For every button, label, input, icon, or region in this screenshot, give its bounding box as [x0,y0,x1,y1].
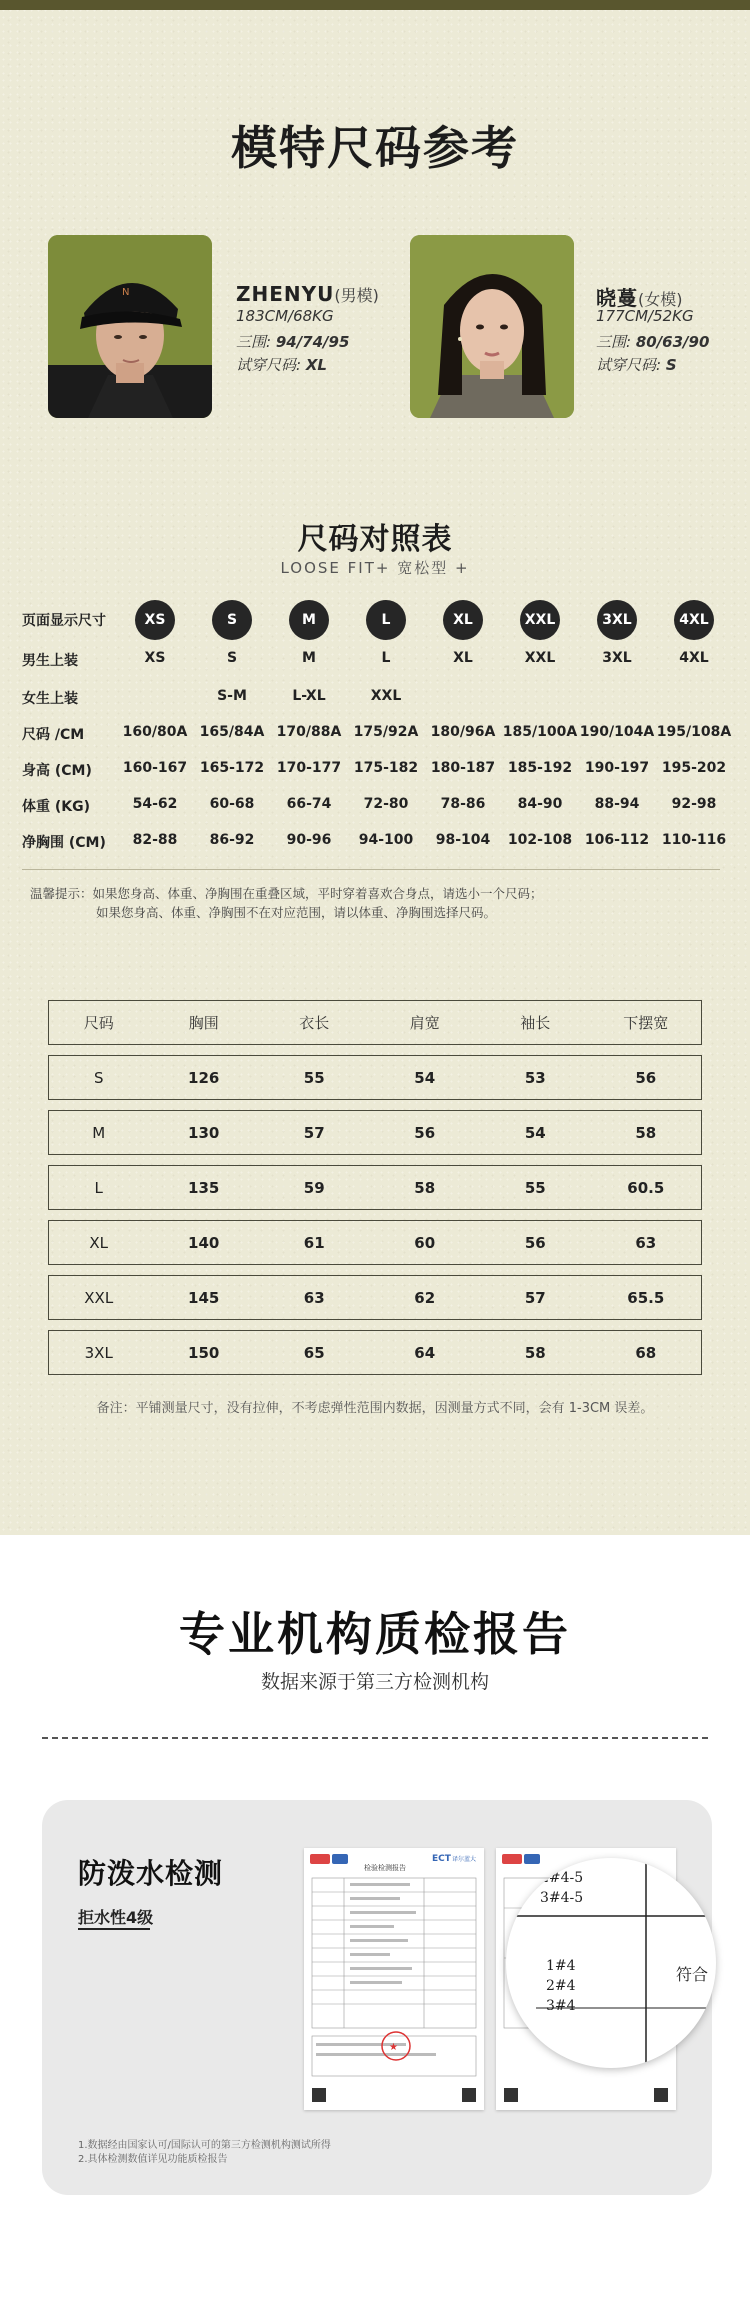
zoom-line-1: 2#4-5 [540,1870,584,1886]
measurement-cell: 140 [188,1233,220,1252]
female-model-measurements [596,331,709,352]
size-cell: 190/104A [579,724,655,740]
quality-section-subtitle: 数据来源于第三方检测机构 [260,1671,489,1693]
size-cell: 98-104 [435,832,491,848]
size-cell: 82-88 [132,832,178,848]
measurement-row [48,1055,702,1100]
male-model-name [236,282,379,306]
size-chart-subtitle: LOOSE FIT+ 宽松型 + [280,559,470,577]
model-section-title: 模特尺码参考 [231,121,519,175]
measurement-cell: 63 [303,1288,325,1307]
measurement-cell: 60 [414,1233,436,1252]
test-report-document-1 [304,1848,484,2110]
measurement-cell: 58 [524,1343,546,1362]
size-circle: S [212,600,252,640]
size-cell: 84-90 [517,796,563,812]
size-cell: 3XL [602,650,632,666]
size-cell: 180/96A [430,724,496,740]
zoom-line-5: 3#4 [546,1998,576,2014]
size-row-label: 净胸围 (CM) [22,835,106,851]
measurement-header-cell: 胸围 [188,1014,219,1032]
size-cell: 60-68 [209,796,255,812]
measurement-cell: 150 [188,1343,220,1362]
measurement-cell: 59 [303,1178,325,1197]
size-cell: 4XL [679,650,709,666]
measure-value: 94/74/95 [275,333,350,351]
measurement-cell: XXL [84,1288,114,1307]
size-cell: 180-187 [430,760,496,776]
measurement-cell: 126 [188,1068,220,1087]
measurement-row [48,1330,702,1375]
female-model-try-size [596,354,677,375]
male-model-height-weight: 183CM/68KG [236,307,334,325]
size-cell: 110-116 [661,832,727,848]
zoom-line-4: 2#4 [546,1978,576,1994]
male-model-measurements [236,331,349,352]
card-footnote-2: 2.具体检测数值详见功能质检报告 [78,2154,228,2165]
size-cell: M [302,650,316,666]
size-circle: L [366,600,406,640]
measurement-cell: 130 [188,1123,220,1142]
measurement-row [48,1275,702,1320]
measurement-cell: 58 [635,1123,657,1142]
model-name-text: ZHENYU [236,282,335,306]
measurement-cell: S [93,1068,104,1087]
doc-brand-sub: 译尔蓝大 [452,1856,477,1863]
quality-section-title: 专业机构质检报告 [179,1607,571,1661]
zoom-line-2: 3#4-5 [540,1890,584,1906]
dashed-divider [42,1737,708,1739]
female-model-photo [410,235,574,418]
size-circle: M [289,600,329,640]
male-model-try-size [236,354,327,375]
doc-header-text: 检验检测报告 [364,1864,406,1872]
tip-divider [22,869,720,870]
size-row-label: 身高 (CM) [22,763,92,779]
measurement-cell: 145 [188,1288,220,1307]
measurement-note: 备注：平铺测量尺寸，没有拉伸，不考虑弹性范围内数据，因测量方式不同，会有 1-3CM 误差。 [96,1401,654,1416]
measurement-cell: 62 [414,1288,436,1307]
size-cell: 165/84A [199,724,265,740]
measurement-cell: 53 [524,1068,546,1087]
measurement-header-cell: 衣长 [299,1014,330,1032]
svg-text:★: ★ [389,2042,398,2053]
size-cell: 66-74 [286,796,332,812]
size-cell: 160-167 [122,760,188,776]
size-cell: 102-108 [507,832,573,848]
measurement-cell: 56 [414,1123,436,1142]
size-cell: 54-62 [132,796,178,812]
zoom-line-3: 1#4 [546,1958,576,1974]
measurement-cell: 61 [303,1233,325,1252]
size-circle: 4XL [674,600,714,640]
size-cell: 170/88A [276,724,342,740]
measurement-cell: XL [89,1233,109,1252]
size-cell: 175/92A [353,724,419,740]
size-cell: L [381,650,391,666]
try-size-label: 试穿尺码: [596,356,666,374]
card-badge-underline [78,1928,150,1930]
try-size-value: XL [305,356,327,374]
measurement-cell: 54 [414,1068,436,1087]
zoom-magnifier [506,1858,716,2068]
measurement-cell: 56 [524,1233,546,1252]
size-circle: XXL [520,600,560,640]
model-name-text: 晓蔓 [596,286,638,310]
size-row-label: 体重 (KG) [22,799,91,815]
size-cell: XL [453,650,473,666]
measurement-cell: M [92,1123,106,1142]
size-cell: S-M [217,688,247,704]
size-cell: 185-192 [507,760,573,776]
top-strip [0,0,750,10]
measurement-cell: 54 [524,1123,546,1142]
size-cell: 170-177 [276,760,342,776]
svg-text:N: N [122,287,130,298]
measurement-cell: L [94,1178,103,1197]
size-cell: L-XL [292,688,326,704]
measurement-cell: 64 [414,1343,436,1362]
measurement-header-cell: 下摆宽 [623,1014,669,1032]
size-row-label: 女生上装 [22,691,78,707]
measurement-cell: 68 [635,1343,657,1362]
size-header-label: 页面显示尺寸 [22,613,106,629]
size-cell: 86-92 [209,832,255,848]
size-cell: 175-182 [353,760,419,776]
doc-brand: ECT [432,1854,451,1864]
measurement-header-cell: 尺码 [83,1014,114,1032]
measure-label: 三围: [596,333,636,351]
size-circle: XS [135,600,175,640]
measurement-row [48,1165,702,1210]
size-cell: 190-197 [584,760,650,776]
zoom-side-text: 符合 [676,1965,709,1984]
female-model-height-weight: 177CM/52KG [596,307,694,325]
try-size-value: S [665,356,677,374]
size-cell: XS [144,650,166,666]
size-cell: 90-96 [286,832,332,848]
size-cell: 160/80A [122,724,188,740]
measurement-row [48,1220,702,1265]
size-cell: 195/108A [656,724,732,740]
size-cell: 94-100 [358,832,414,848]
tip-line-2: 如果您身高、体重、净胸围不在对应范围，请以体重、净胸围选择尺码。 [96,905,497,920]
size-cell: 88-94 [594,796,640,812]
measurement-cell: 63 [635,1233,657,1252]
card-footnote-1: 1.数据经由国家认可/国际认可的第三方检测机构测试所得 [78,2140,331,2151]
measurement-cell: 65 [303,1343,325,1362]
measurement-cell: 55 [303,1068,325,1087]
measurement-cell: 135 [188,1178,220,1197]
measurement-cell: 58 [414,1178,436,1197]
measurement-header-cell: 袖长 [520,1014,551,1032]
measurement-cell: 55 [524,1178,546,1197]
size-chart-title: 尺码对照表 [297,522,453,557]
measurement-row [48,1110,702,1155]
size-cell: 195-202 [661,760,727,776]
measurement-header-row [48,1000,702,1045]
size-cell: XXL [370,688,402,704]
measurement-cell: 65.5 [627,1288,665,1307]
measurement-cell: 60.5 [627,1178,665,1197]
measurement-cell: 57 [524,1288,546,1307]
male-model-photo [48,235,212,418]
size-cell: S [226,650,238,666]
measurement-cell: 56 [635,1068,657,1087]
size-cell: 106-112 [584,832,650,848]
tip-line-1: 温馨提示：如果您身高、体重、净胸围在重叠区域，平时穿着喜欢合身点，请选小一个尺码； [30,886,543,901]
size-cell: 72-80 [363,796,409,812]
model-tag: (女模) [638,290,683,309]
card-title: 防泼水检测 [78,1857,224,1890]
size-cell: XXL [524,650,556,666]
measure-value: 80/63/90 [635,333,710,351]
measurement-cell: 57 [303,1123,325,1142]
measurement-header-cell: 肩宽 [409,1014,440,1032]
size-circle: 3XL [597,600,637,640]
measurement-cell: 3XL [84,1343,113,1362]
try-size-label: 试穿尺码: [236,356,306,374]
size-circle: XL [443,600,483,640]
size-cell: 92-98 [671,796,717,812]
model-tag: (男模) [334,286,379,305]
size-cell: 78-86 [440,796,486,812]
measure-label: 三围: [236,333,276,351]
size-cell: 165-172 [199,760,265,776]
size-row-label: 男生上装 [22,653,78,669]
size-row-label: 尺码 /CM [22,727,85,743]
card-badge: 拒水性4级 [78,1908,154,1927]
size-cell: 185/100A [502,724,578,740]
